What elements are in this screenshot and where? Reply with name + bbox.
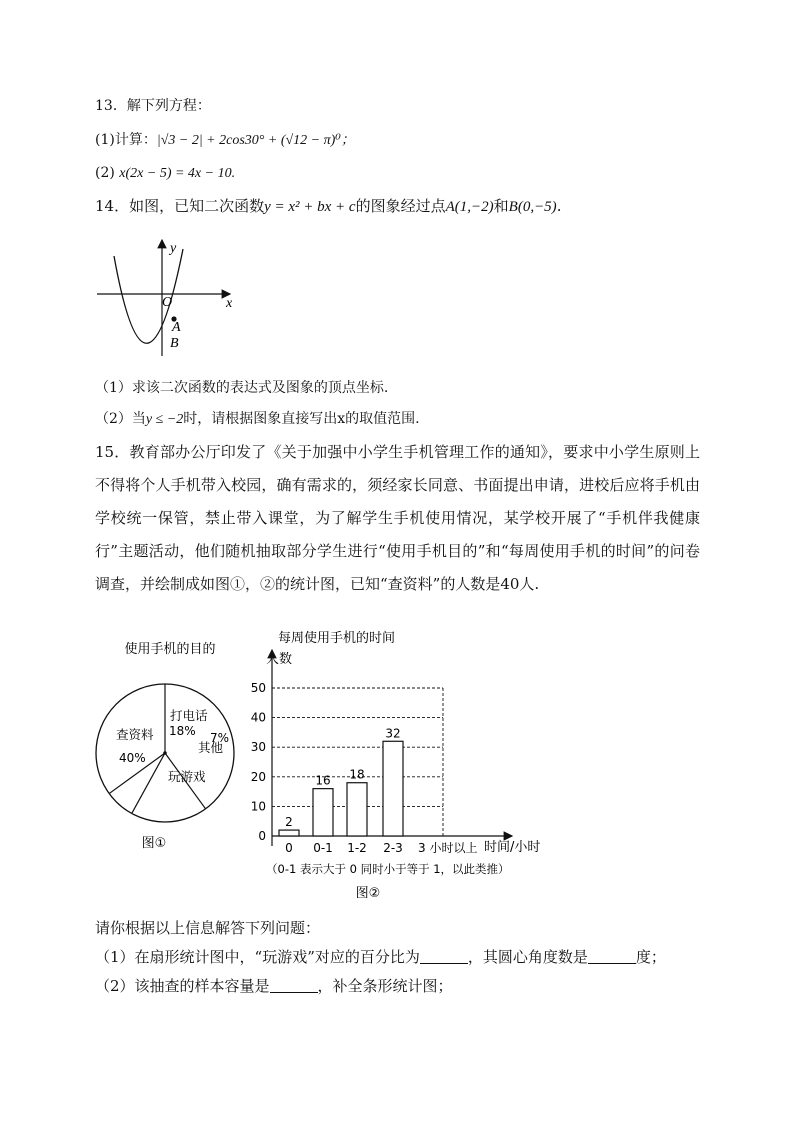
bar-chart-note: （0-1 表示大于 0 同时小于等于 1，以此类推）: [266, 862, 510, 876]
bar-chart-title: 每周使用手机的时间: [278, 631, 396, 646]
pie-slice-label-games: 玩游戏: [168, 769, 206, 784]
q14-point-b: B(0,−5): [508, 199, 557, 215]
answer-blank[interactable]: [420, 949, 468, 964]
bar-chart-ylabel: 人数: [266, 652, 293, 667]
q13-part2-expr: x(2x − 5) = 4x − 10.: [119, 166, 236, 181]
pie-chart: [92, 636, 262, 856]
q15-text: 15．教育部办公厅印发了《关于加强中小学生手机管理工作的通知》，要求中小学生原则上不得将个人手机带入校园，确有需求的，须经家长同意、书面提出申请，进校后应将手机由学校统一保管，禁止带入课堂，为了解学生手机使用情况，某学校开展了“手机伴我健康行”主题活动，他们随机抽取部分学生进行“使用手机目的”和“每周使用手机的时间”的问卷调查，并绘制成如图①，②的统计图，已知“查资料”的人数是40人.: [95, 443, 700, 593]
pie-slice-label-search: 查资料: [116, 727, 154, 742]
bar-value-label: 16: [315, 773, 331, 788]
bar-chart-ytick-label: 30: [250, 740, 266, 755]
x-axis-label: x: [226, 296, 233, 311]
q13-title: 13．解下列方程：: [95, 98, 211, 114]
pie-chart-caption: 图①: [141, 836, 167, 851]
pie-slices: [96, 684, 234, 822]
bar-chart-ytick-label: 10: [250, 799, 266, 814]
q14-title-mid: 的图象经过点: [355, 197, 446, 215]
bar-category-label: 1-2: [347, 841, 367, 855]
q13-part1-expr: |√3 − 2| + 2cos30° + (√12 − π)⁰；: [156, 133, 355, 148]
q14-sub1: （1）求该二次函数的表达式及图象的顶点坐标.: [95, 380, 389, 396]
bar: [347, 783, 367, 836]
pie-slice-label-call: 打电话: [170, 708, 208, 723]
pie-slice-value-other: 7%: [210, 731, 230, 745]
bar-chart-ytick-label: 0: [258, 829, 266, 843]
bar-chart-ytick-label: 20: [250, 769, 266, 784]
q14-sub2-expr: y ≤ −2: [145, 412, 184, 427]
point-a-label: A: [172, 320, 181, 335]
q14-function-expr: y = x² + bx + c: [264, 199, 356, 215]
q15-sub1-b: ，其圆心角度数是: [467, 948, 588, 966]
q15-sub2-a: （2）该抽查的样本容量是: [95, 977, 270, 995]
q14-sub2: [95, 409, 420, 430]
q14-sub2-suffix: 时，请根据图象直接写出x的取值范围.: [183, 411, 420, 427]
q13-part2-prefix: (2): [95, 165, 120, 181]
bar-category-label: 3 小时以上: [418, 841, 478, 855]
answer-blank[interactable]: [588, 949, 636, 964]
bar-chart-plot: [251, 650, 512, 855]
q15-after-intro: 请你根据以上信息解答下列问题：: [95, 919, 321, 937]
q14-sub2-prefix: （2）当: [95, 411, 146, 427]
q15-sub1: [95, 947, 666, 967]
pie-center-dot: [163, 751, 167, 755]
bar-value-label: 18: [349, 767, 365, 782]
bar-category-label: 0-1: [313, 841, 333, 855]
bar: [383, 741, 403, 836]
q15-sub1-c: 度；: [635, 948, 666, 966]
bar-chart-ytick-label: 50: [250, 681, 266, 695]
answer-blank[interactable]: [270, 978, 318, 993]
bar-chart-ytick-label: 40: [250, 710, 266, 725]
origin-label: O: [162, 295, 173, 310]
pie-slice-label-other: 其他: [198, 740, 224, 755]
q14-title-end: .: [556, 197, 562, 215]
q13-part1-prefix: (1)计算：: [95, 132, 157, 148]
q13-part2: [95, 163, 235, 184]
q13-part1: [95, 130, 355, 151]
pie-chart-title: 使用手机的目的: [124, 642, 216, 657]
y-axis-label: y: [170, 241, 177, 256]
q14-point-a: A(1,−2): [445, 199, 494, 215]
bar: [313, 789, 333, 836]
pie-slice-value-search: 40%: [119, 751, 146, 765]
q14-title: [95, 196, 561, 217]
bar-chart-caption: 图②: [355, 886, 381, 898]
bar-category-label: 2-3: [383, 841, 403, 855]
bar-category-label: 0: [285, 841, 293, 855]
q14-parabola-graph: [92, 234, 252, 360]
bar-value-label: 2: [285, 815, 293, 830]
pie-slice-value-call: 18%: [169, 724, 196, 738]
bar-chart-xlabel: 时间/小时: [484, 840, 541, 855]
bar-chart: [248, 626, 558, 898]
q15-sub1-a: （1）在扇形统计图中，“玩游戏”对应的百分比为: [95, 948, 420, 966]
point-b-label: B: [170, 336, 179, 351]
q14-title-and: 和: [493, 197, 509, 215]
q15-sub2-b: ，补全条形统计图；: [317, 977, 453, 995]
bar: [279, 830, 299, 836]
q15-sub2: [95, 976, 453, 996]
bar-value-label: 32: [385, 726, 401, 741]
q14-title-prefix: 14．如图，已知二次函数: [95, 197, 265, 215]
